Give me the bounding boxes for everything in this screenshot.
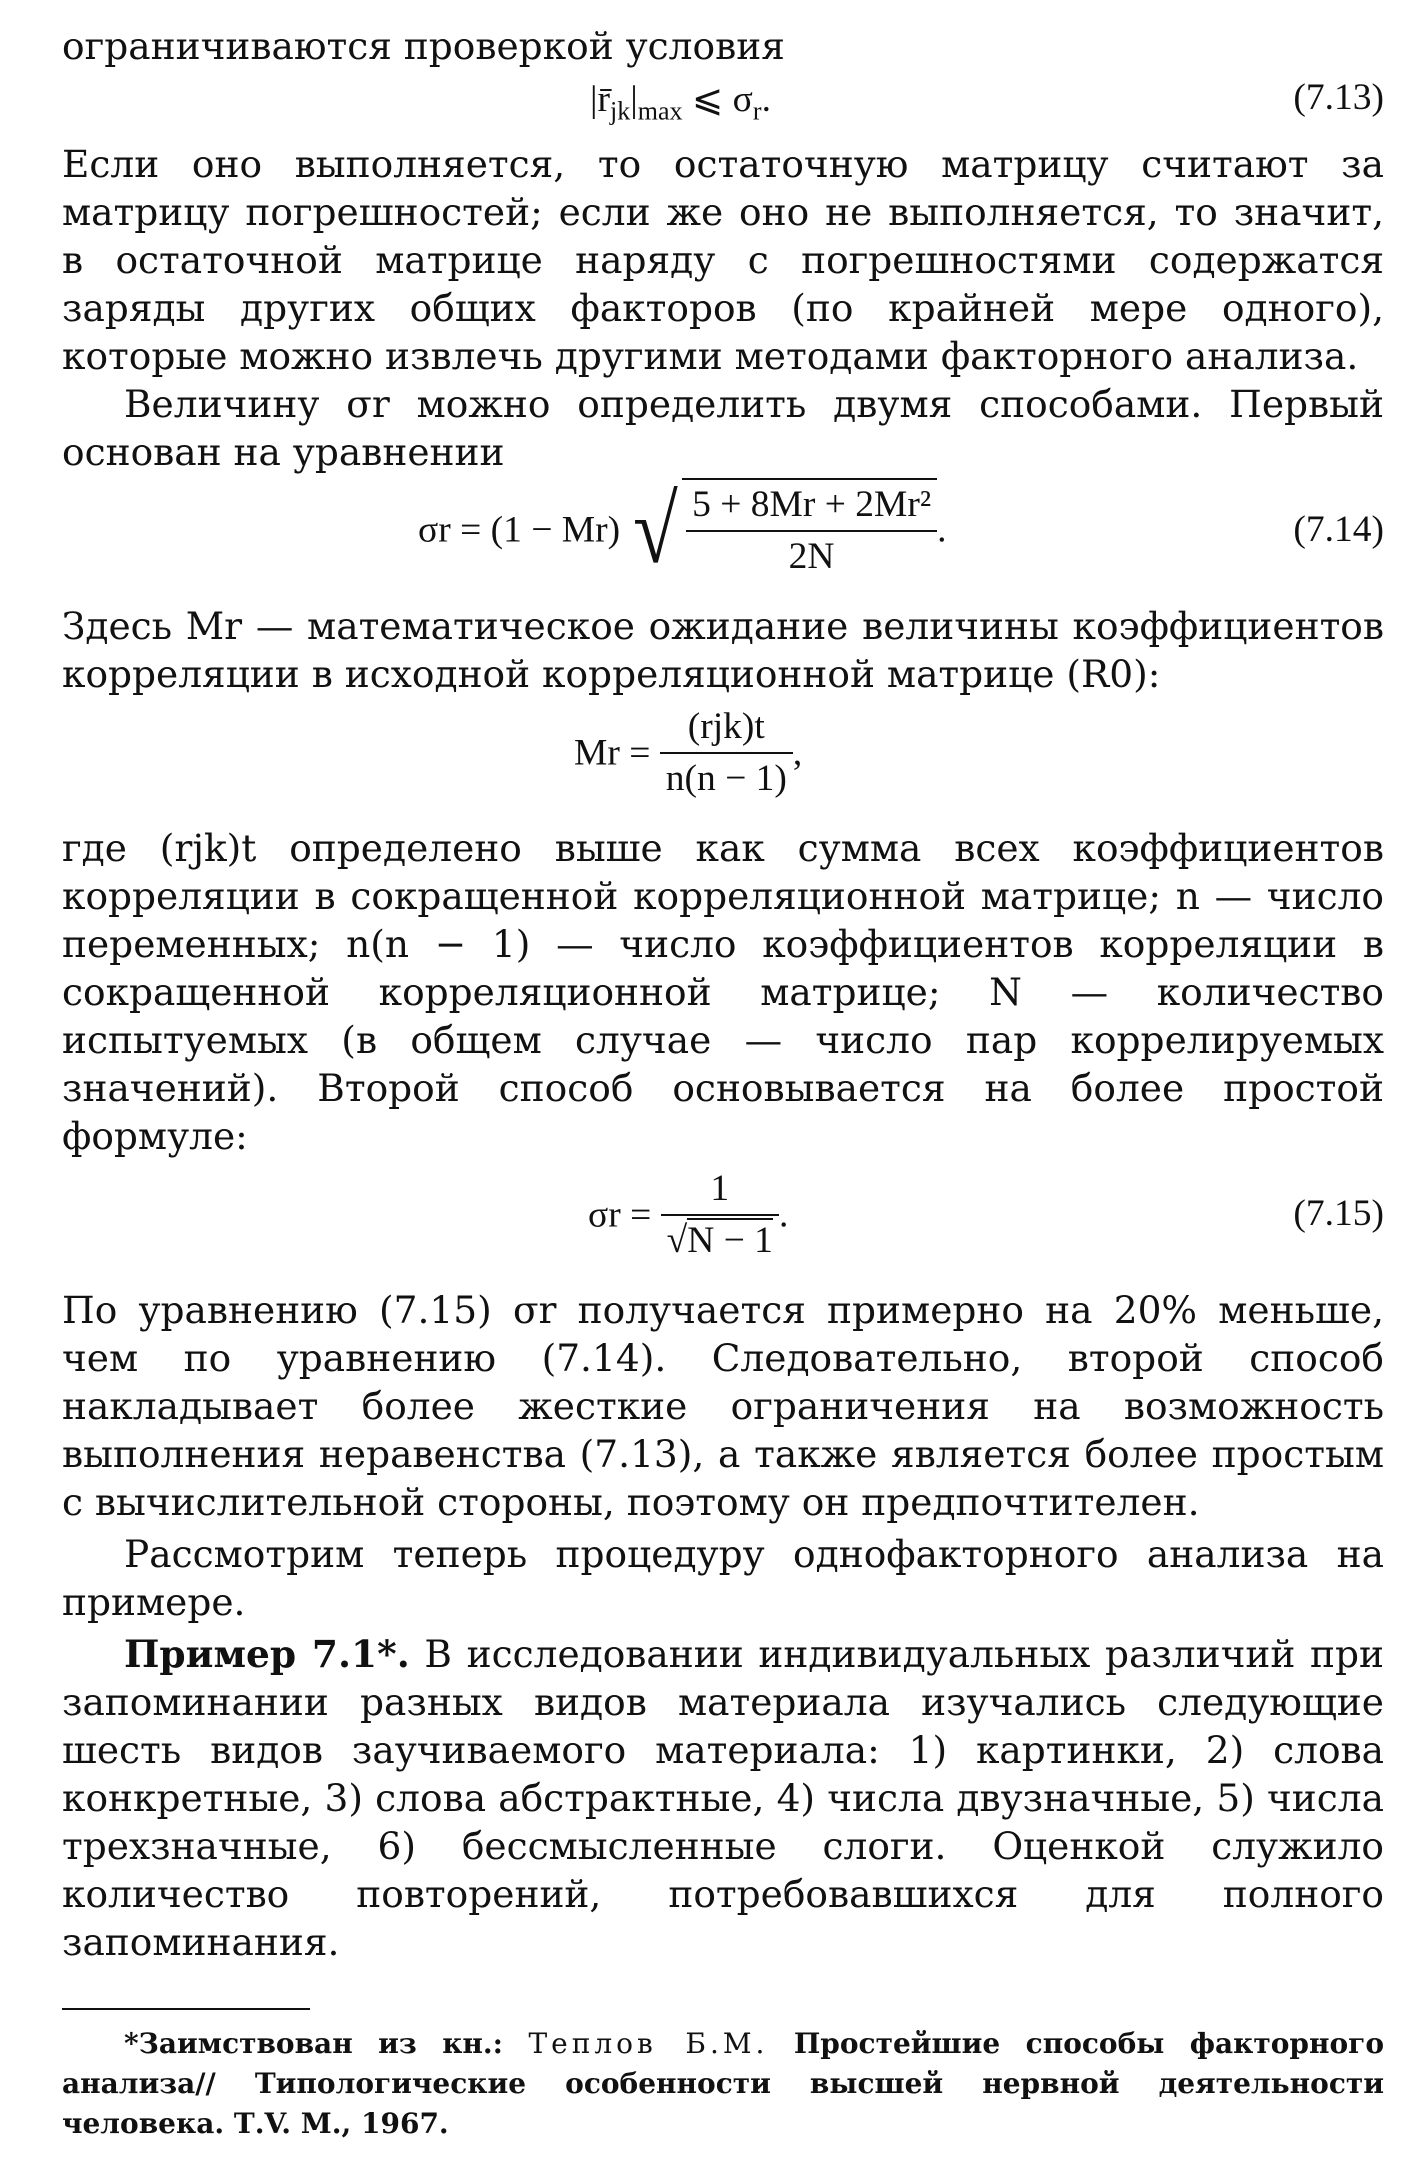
equation-7-14 (62, 476, 1384, 594)
example-text: В исследовании индивидуальных различий при запоминании разных видов материала изучались следующие шесть видов заучиваемого материала: 1) картинки, 2) слова конкретные, 3) слова абстрактные, 4) числа двузначные, 5) числа трехзначные, 6) бессмысленные слоги. Оценкой служило количество повторений, потребовавшихся для полного запоминания. (62, 1632, 1384, 1964)
equation-number-7-14: (7.14) (1293, 509, 1384, 550)
eq715-lhs: σr = (588, 1194, 652, 1236)
page (62, 22, 1384, 2144)
footnote-text (62, 2024, 1384, 2144)
eq715-numerator: 1 (710, 1168, 730, 1209)
eq713-subr: r (752, 96, 762, 126)
eq713-rel: ⩽ σ (682, 79, 753, 120)
eq714-denominator: 2N (686, 530, 937, 582)
footnote (62, 2008, 1384, 2144)
eqMr-denominator: n(n − 1) (660, 752, 793, 804)
eqMr-numerator: (rjk)t (687, 706, 765, 747)
eq713-lhs: |r̄ (590, 79, 610, 120)
equation-number-7-13: (7.13) (1293, 77, 1384, 118)
sqrt-symbol: √ $\frac{\text{5 + 8Mr + 2Mr²}}{2N}$ (629, 478, 937, 582)
eqMr-lhs: Mr = (574, 732, 651, 774)
eqMr-fraction (660, 702, 793, 804)
example-paragraph (62, 1630, 1384, 1966)
footnote-source-prefix: *Заимствован из кн.: (124, 2027, 529, 2060)
footnote-rule (62, 2008, 310, 2010)
footnote-citation: Простейшие способы факторного анализа// Типологические особенности высшей нервной деятельности человека. Т.V. М., 1967. (62, 2027, 1385, 2140)
paragraph-1: Если оно выполняется, то остаточную матрицу считают за матрицу погрешностей; если же оно не выполняется, то значит, в остаточной матрице наряду с погрешностями содержатся заряды других общих факторов (по крайней мере одного), которые можно извлечь другими методами факторного анализа. (62, 142, 1384, 378)
paragraph-0: ограничиваются проверкой условия (62, 24, 785, 68)
eq715-fraction (661, 1164, 779, 1266)
paragraph-2: Величину σr можно определить двумя способами. Первый основан на уравнении (62, 382, 1384, 474)
eq715-denominator: √N − 1 (661, 1214, 779, 1266)
eq715-end: . (778, 1194, 789, 1236)
paragraph-3: Здесь Mr — математическое ожидание величины коэффициентов корреляции в исходной корреляционной матрице (R0): (62, 604, 1384, 696)
paragraph-4: где (rjk)t определено выше как сумма всех коэффициентов корреляции в сокращенной корреляционной матрице; n — число переменных; n(n − 1) — число коэффициентов корреляции в сокращенной корреляционной матрице; N — количество испытуемых (в общем случае — число пар коррелируемых значений). Второй способ основывается на более простой формуле: (62, 826, 1384, 1158)
eq715-denominator-text: N − 1 (687, 1220, 773, 1261)
eq713-mid: | (630, 79, 638, 120)
footnote-author: Теплов Б.М. (528, 2027, 769, 2060)
paragraph-6: Рассмотрим теперь процедуру однофакторного анализа на примере. (62, 1532, 1384, 1624)
eq714-numerator: 5 + 8Mr + 2Mr² (692, 484, 932, 525)
eq714-end: . (937, 509, 947, 551)
paragraph-5: По уравнению (7.15) σr получается примерно на 20% меньше, чем по уравнению (7.14). Следовательно, второй способ накладывает более жесткие ограничения на возможность выполнения неравенства (7.13), а также является более простым с вычислительной стороны, поэтому он предпочтителен. (62, 1288, 1384, 1524)
equation-7-15 (62, 1160, 1384, 1278)
eq714-lhs: σr = (1 − Mr) (418, 509, 621, 551)
eq713-submax: max (637, 96, 683, 126)
eq714-fraction (686, 480, 937, 582)
equation-number-7-15: (7.15) (1293, 1193, 1384, 1234)
example-label: Пример 7.1*. (124, 1632, 410, 1676)
eq713-sub: jk (610, 96, 631, 126)
eq713-end: . (761, 79, 771, 120)
eqMr-end: , (792, 732, 803, 774)
equation-Mr (62, 698, 1384, 816)
equation-7-13 (62, 70, 1384, 132)
